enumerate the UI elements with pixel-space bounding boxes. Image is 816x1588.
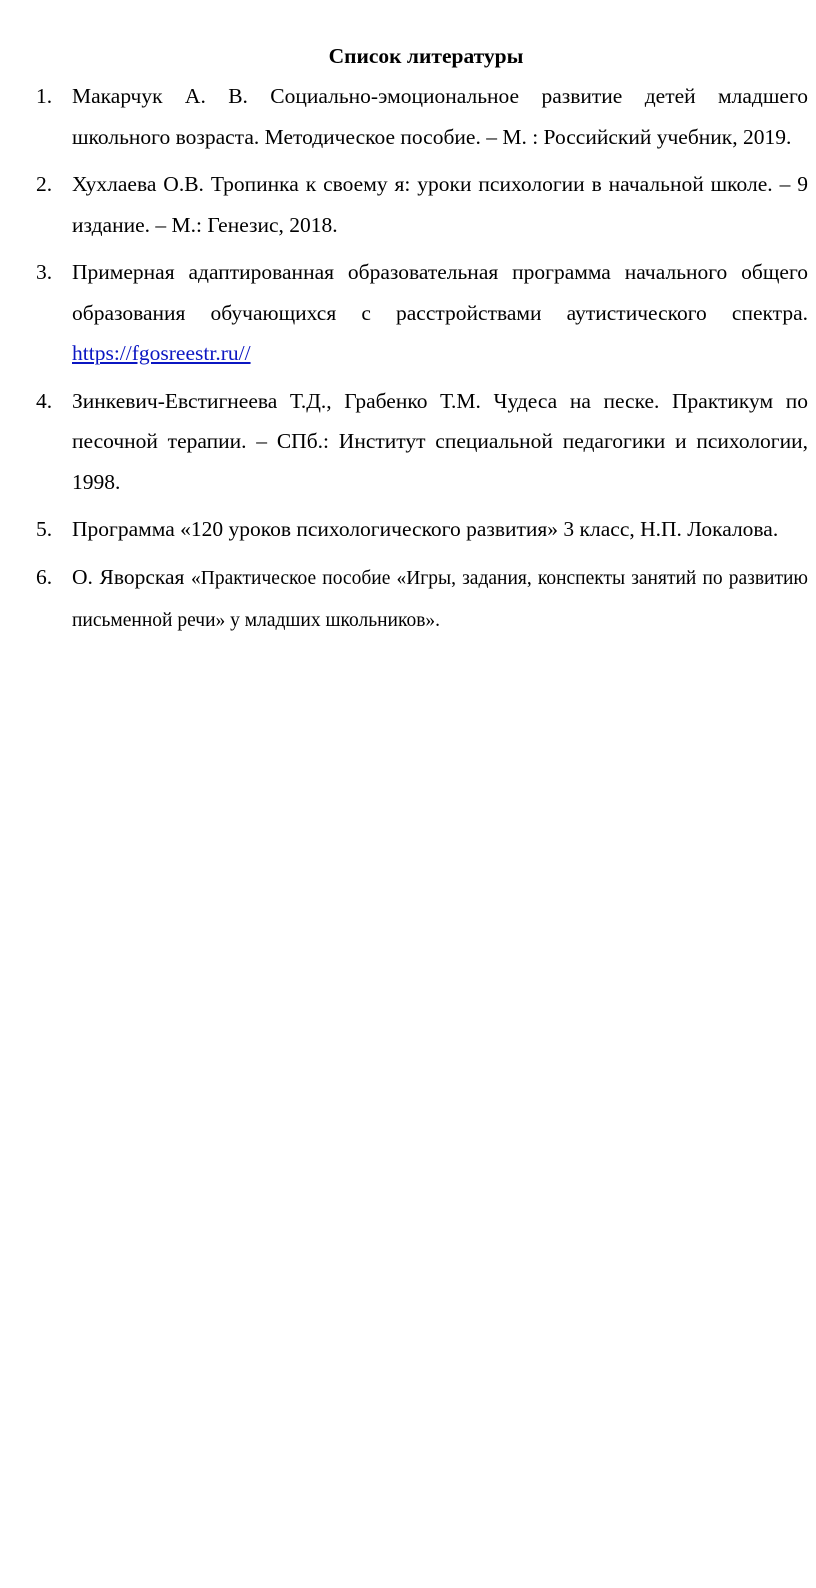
list-item-text-small: «Практическое пособие «Игры, задания, конспекты занятий по развитию письменной речи» у младших школьников».: [72, 567, 808, 631]
list-item: [36, 381, 808, 503]
list-item-number: 2.: [36, 172, 53, 196]
list-item-text: О. Яворская: [72, 564, 192, 589]
list-item-text: Хухлаева О.В. Тропинка к своему я: уроки психологии в начальной школе. – 9 издание. – М.: Генезис, 2018.: [72, 172, 808, 237]
list-item-number: 1.: [36, 84, 53, 108]
list-item-number: 5.: [36, 517, 53, 541]
reference-link[interactable]: https://fgosreestr.ru//: [72, 341, 251, 365]
list-item: [36, 557, 808, 642]
list-item-number: 4.: [36, 388, 53, 413]
reference-list: [36, 76, 808, 642]
list-item-text: Программа «120 уроков психологического развития» 3 класс, Н.П. Локалова.: [72, 517, 779, 541]
list-item: [36, 164, 808, 245]
list-item: [36, 509, 808, 550]
list-item-text: Примерная адаптированная образовательная программа начального общего образования обучающихся с расстройствами аутистического спектра.: [72, 260, 808, 325]
list-item-text: Макарчук А. В. Социально-эмоциональное развитие детей младшего школьного возраста. Методическое пособие. – М. : Российский учебник, 2019.: [72, 84, 808, 149]
list-item: [36, 252, 808, 374]
list-item-text: Зинкевич-Евстигнеева Т.Д., Грабенко Т.М. Чудеса на песке. Практикум по песочной терапии. – СПб.: Институт специальной педагогики и психологии, 1998.: [72, 388, 808, 494]
page-title: Список литературы: [328, 44, 524, 68]
list-item-number: 6.: [36, 564, 53, 589]
list-item: [36, 76, 808, 157]
list-item-number: 3.: [36, 260, 53, 284]
